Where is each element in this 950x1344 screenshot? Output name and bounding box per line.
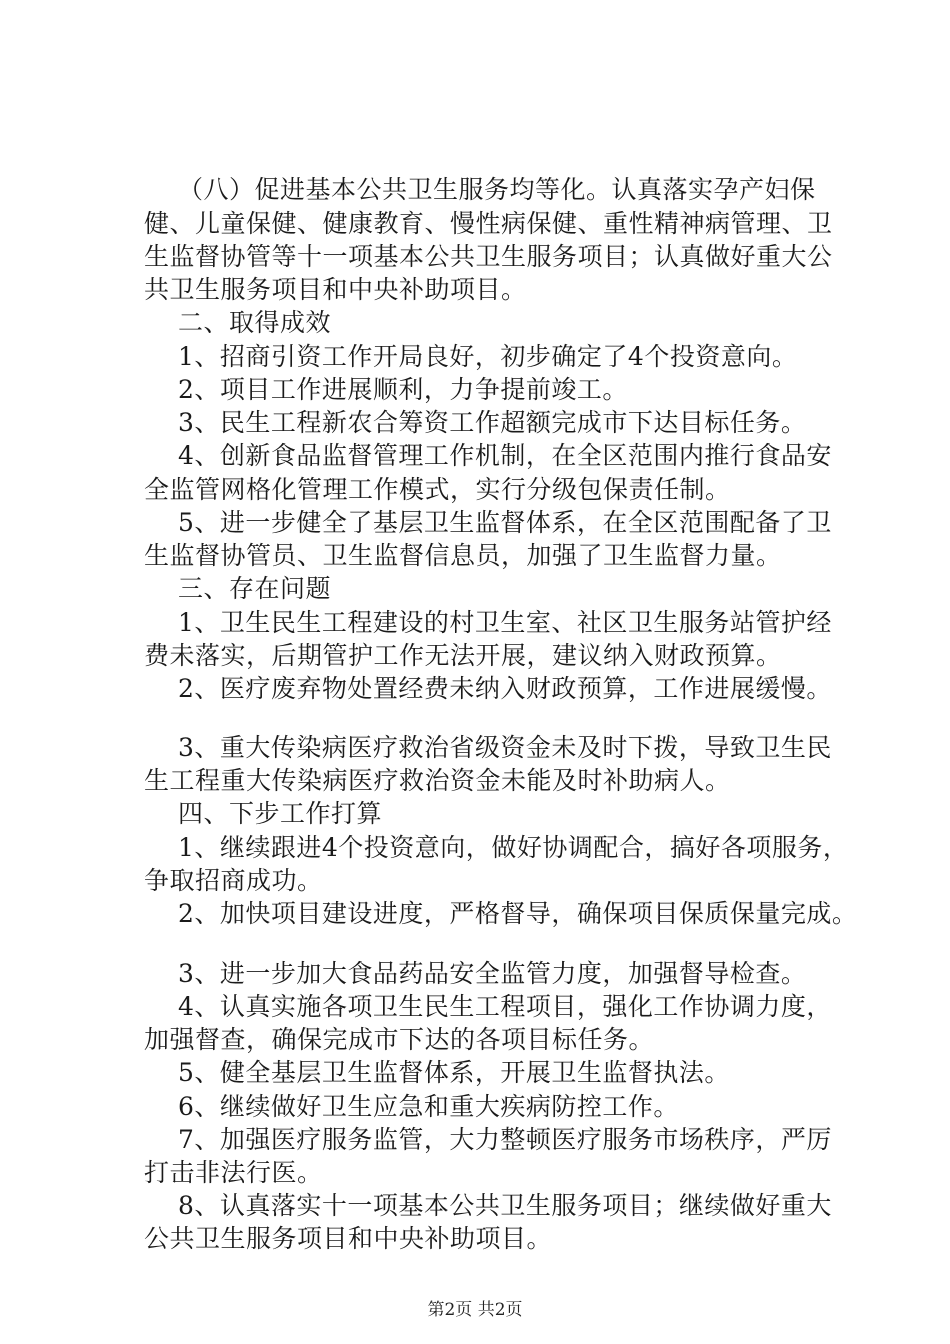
next-step-item-4-line-1: 4、认真实施各项卫生民生工程项目，强化工作协调力度， xyxy=(178,992,832,1021)
section-heading-problems: 三、存在问题 xyxy=(178,574,332,603)
next-step-item-8-line-2: 公共卫生服务项目和中央补助项目。 xyxy=(144,1224,553,1253)
next-step-item-1-line-1: 1、继续跟进4个投资意向，做好协调配合，搞好各项服务， xyxy=(178,833,849,862)
next-step-item-3: 3、进一步加大食品药品安全监管力度，加强督导检查。 xyxy=(178,959,807,988)
achievement-item-5-line-1: 5、进一步健全了基层卫生监督体系，在全区范围配备了卫 xyxy=(178,508,832,537)
achievement-item-5-line-2: 生监督协管员、卫生监督信息员，加强了卫生监督力量。 xyxy=(144,541,782,570)
page-footer: 第2页 共2页 xyxy=(427,1300,523,1320)
achievement-item-1: 1、招商引资工作开局良好，初步确定了4个投资意向。 xyxy=(178,342,798,371)
problem-item-3-line-2: 生工程重大传染病医疗救治资金未能及时补助病人。 xyxy=(144,766,731,795)
next-step-item-5: 5、健全基层卫生监督体系，开展卫生监督执法。 xyxy=(178,1058,730,1087)
next-step-item-8-line-1: 8、认真落实十一项基本公共卫生服务项目；继续做好重大 xyxy=(178,1191,832,1220)
achievement-item-4-line-1: 4、创新食品监督管理工作机制，在全区范围内推行食品安 xyxy=(178,441,832,470)
problem-item-1-line-1: 1、卫生民生工程建设的村卫生室、社区卫生服务站管护经 xyxy=(178,608,832,637)
problem-item-1-line-2: 费未落实，后期管护工作无法开展，建议纳入财政预算。 xyxy=(144,641,782,670)
paragraph-8-line-2: 健、儿童保健、健康教育、慢性病保健、重性精神病管理、卫 xyxy=(144,209,833,238)
achievement-item-2: 2、项目工作进展顺利，力争提前竣工。 xyxy=(178,375,628,404)
paragraph-8-line-1: （八）促进基本公共卫生服务均等化。认真落实孕产妇保 xyxy=(178,175,816,204)
next-step-item-6: 6、继续做好卫生应急和重大疾病防控工作。 xyxy=(178,1092,679,1121)
next-step-item-1-line-2: 争取招商成功。 xyxy=(144,866,323,895)
section-heading-achievements: 二、取得成效 xyxy=(178,308,332,337)
paragraph-8-line-3: 生监督协管等十一项基本公共卫生服务项目；认真做好重大公 xyxy=(144,242,833,271)
problem-item-2: 2、医疗废弃物处置经费未纳入财政预算，工作进展缓慢。 xyxy=(178,674,832,703)
achievement-item-4-line-2: 全监管网格化管理工作模式，实行分级包保责任制。 xyxy=(144,475,731,504)
next-step-item-4-line-2: 加强督查，确保完成市下达的各项目标任务。 xyxy=(144,1025,655,1054)
next-step-item-7-line-2: 打击非法行医。 xyxy=(144,1158,323,1187)
achievement-item-3: 3、民生工程新农合筹资工作超额完成市下达目标任务。 xyxy=(178,408,807,437)
paragraph-8-line-4: 共卫生服务项目和中央补助项目。 xyxy=(144,275,527,304)
next-step-item-7-line-1: 7、加强医疗服务监管，大力整顿医疗服务市场秩序，严厉 xyxy=(178,1125,832,1154)
next-step-item-2: 2、加快项目建设进度，严格督导，确保项目保质保量完成。 xyxy=(178,899,858,928)
problem-item-3-line-1: 3、重大传染病医疗救治省级资金未及时下拨，导致卫生民 xyxy=(178,733,832,762)
section-heading-next-steps: 四、下步工作打算 xyxy=(178,799,383,828)
